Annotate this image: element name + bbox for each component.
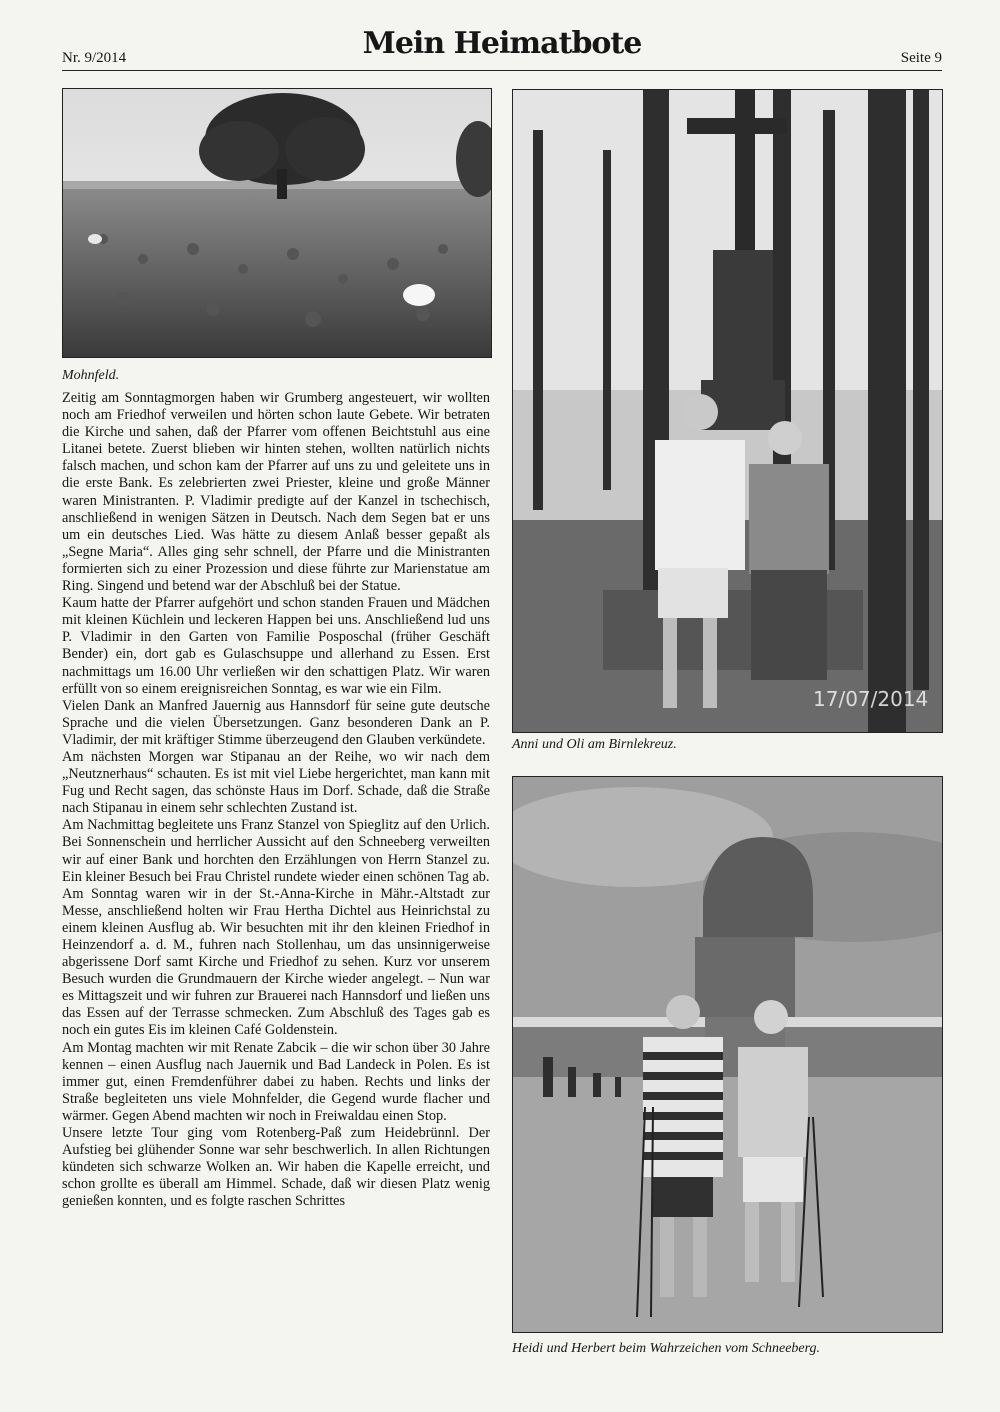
article-paragraph: Am Nachmittag begleitete uns Franz Stanzel von Spieglitz auf den Urlich. Bei Sonnenschein und herrlicher Aussicht auf den Schneeberg verweilten wir auf einer Bank und horchten den Erzählungen von Herrn Stanzel zu. Ein kleiner Besuch bei Frau Christel rundete wieder einen schönen Tag ab. [62, 817, 490, 885]
masthead-title: Mein Heimatbote [362, 26, 642, 61]
photo-date-stamp: 17/07/2014 [813, 687, 929, 711]
header-rule [62, 70, 942, 71]
page-number: Seite 9 [900, 50, 942, 66]
issue-number: Nr. 9/2014 [62, 50, 127, 66]
poppy-field-caption: Mohnfeld. [62, 368, 120, 383]
article-paragraph: Kaum hatte der Pfarrer aufgehört und schon standen Frauen und Mädchen mit kleinen Küchlein und leckeren Happen bei uns. Anschließend lud uns P. Vladimir in den Garten von Familie Posposchal (früher Geschäft Bender) ein, dort gab es Gulaschsuppe und allerhand zu Essen. Erst nachmittags um 16.00 Uhr verließen wir den schattigen Platz. Wir waren erfüllt von so einem ereignisreichen Sonntag, es war wie ein Film. [62, 595, 490, 697]
article-paragraph: Am nächsten Morgen war Stipanau an der Reihe, wo wir nach dem „Neutznerhaus“ schauten. Es ist mit viel Liebe hergerichtet, man kann mit Fug und Recht sagen, das schönste Haus im Dorf. Schade, daß die Straße nach Stipanau in einem sehr schlechten Zustand ist. [62, 748, 490, 817]
article-paragraph: Vielen Dank an Manfred Jauernig aus Hannsdorf für seine gute deutsche Sprache und die vielen Übersetzungen. Ganz besonderen Dank an P. Vladimir, der mit kräftiger Stimme überzeugend den Glauben verkündete. [62, 697, 490, 748]
article-paragraph: Am Sonntag waren wir in der St.-Anna-Kirche in Mähr.-Altstadt zur Messe, anschließend holten wir Frau Hertha Dichtel aus Heinrichstal zu einem kleinen Ausflug ab. Wir besuchten mit ihr den kleinen Friedhof in Heinzendorf a. d. M., fuhren nach Stollenhau, um das unsinnigerweise abgerissene Dorf samt Kirche und Friedhof zu sehen. Kurz vor unserem Besuch wurden die Grundmauern der Kirche wieder angelegt. – Nun war es Mittagszeit und wir fuhren zur Brauerei nach Hannsdorf und ließen uns das Essen auf der Terrasse schmecken. Zum Abschluß des Tages gab es noch ein gutes Eis im kleinen Café Goldenstein. [62, 885, 490, 1039]
article-paragraph: Am Montag machten wir mit Renate Zabcik – die wir schon über 30 Jahre kennen – einen Ausflug nach Jauernik und Bad Landeck in Polen. Es ist immer gut, einen Fremdenführer dabei zu haben. Rechts und links der Straße begleiteten uns viele Mohnfelder, die Gegend wurde flacher und wärmer. Gegen Abend machten wir noch in Freiwaldau einen Stop. [62, 1039, 490, 1124]
article-paragraph: Unsere letzte Tour ging vom Rotenberg-Paß zum Heidebrünnl. Der Aufstieg bei glühender Sonne war sehr beschwerlich. In allen Richtungen kündeten sich schwarze Wolken an. Wir haben die Kapelle erreicht, und schon grollte es überall am Himmel. Schade, daß wir diesen Platz wenig genießen konnten, und es folgte raschen Schrittes [62, 1125, 490, 1210]
article-paragraph: Zeitig am Sonntagmorgen haben wir Grumberg angesteuert, wir wollten noch am Friedhof verweilen und hörten schon laute Gebete. Wir betraten die Kirche und sahen, daß der Pfarrer vom offenen Beichtstuhl aus eine Litanei betete. Zuerst blieben wir hinten stehen, wollten natürlich nichts falsch machen, und schon kam der Pfarrer auf uns zu und geleitete uns in die erste Bank. Es zelebrierten zwei Priester, kleine und große Männer waren Ministranten. P. Vladimir predigte auf der Kanzel in tschechisch, anschließend in wenigen Sätzen in Deutsch. Nach dem Segen bat er uns um ein deutsches Lied. Was hätte zu diesem Anlaß besser gepaßt als „Segne Maria“. Alles ging sehr schnell, der Pfarre und die Ministranten formierten sich zu einer Prozession und diese führte zur Marienstatue am Ring. Singend und betend war der Abschluß bei der Statue. [62, 390, 490, 595]
schneeberg-caption: Heidi und Herbert beim Wahrzeichen vom Schneeberg. [512, 1341, 821, 1356]
birnlekreuz-photo [512, 89, 943, 733]
schneeberg-photo [512, 776, 943, 1333]
birnlekreuz-caption: Anni und Oli am Birnlekreuz. [512, 737, 677, 752]
poppy-field-photo [62, 88, 492, 358]
page-header [62, 26, 942, 72]
article-body [62, 390, 490, 1395]
